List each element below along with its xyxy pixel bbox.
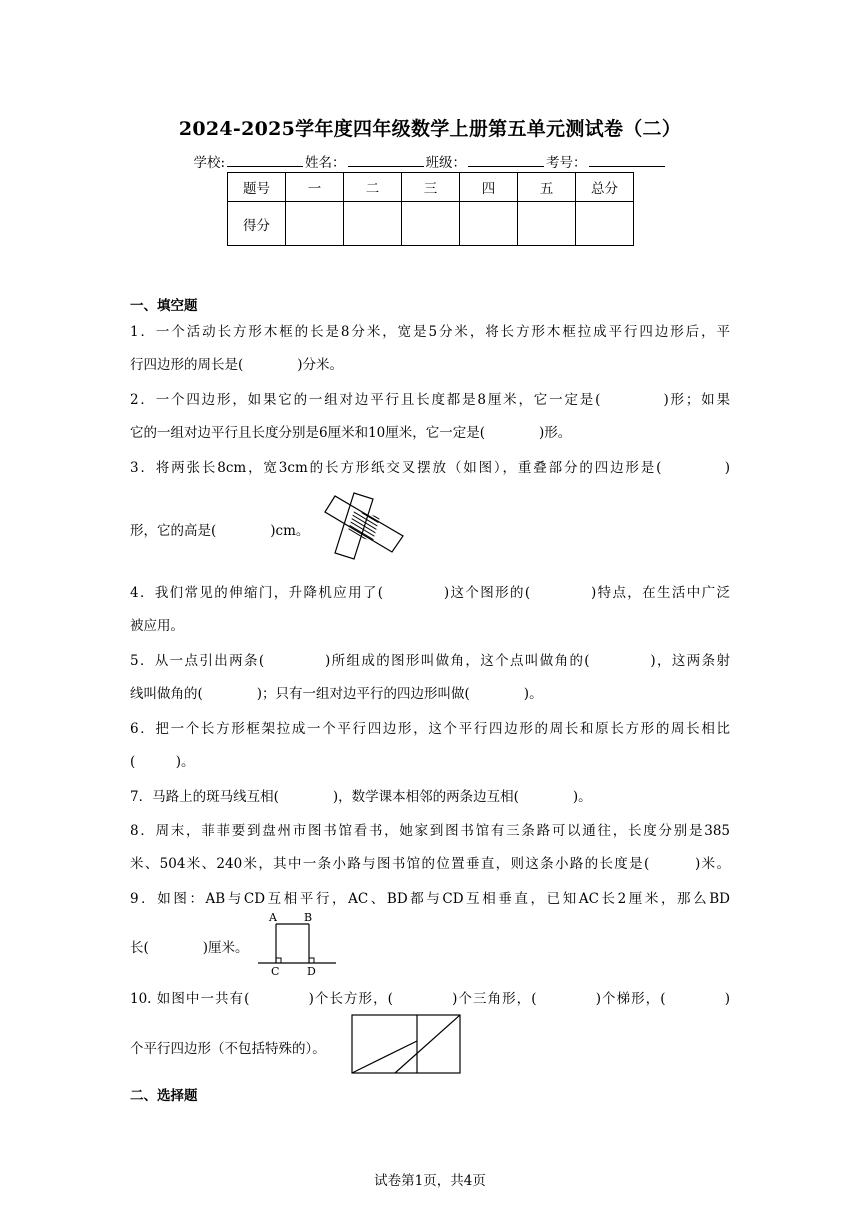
question-8-line-1: 8．周末，菲菲要到盘州市图书馆看书，她家到图书馆有三条路可以通往，长度分别是385 [130,823,730,839]
school-blank [227,154,303,167]
question-4-line-1: 4．我们常见的伸缩门，升降机应用了( )这个图形的( )特点，在生活中广泛 [130,585,730,601]
question-9-line-1: 9．如图：AB与CD互相平行，AC、BD都与CD互相垂直，已知AC长2厘米，那么BD [130,891,730,907]
rectangle-strip-2 [335,493,373,559]
score-row-label: 得分 [228,202,286,246]
score-cell [460,202,518,246]
label-b: B [304,911,313,924]
label-c: C [271,965,280,978]
score-cell [402,202,460,246]
question-7-line-1: 7．马路上的斑马线互相( )，数学课本相邻的两条边互相( )。 [130,789,592,805]
question-8-line-2: 米、504米、240米，其中一条小路与图书馆的位置垂直，则这条小路的长度是( )米。 [130,856,730,872]
section-heading-multiple-choice: 二、选择题 [130,1088,198,1104]
rectangle-strip-1 [325,496,403,552]
section-heading-fill-blank: 一、填空题 [130,298,198,314]
score-table-header-cell: 总分 [576,173,634,202]
outer-rectangle [352,1015,460,1073]
score-cell [286,202,344,246]
score-table-header-cell: 三 [402,173,460,202]
score-cell [576,202,634,246]
score-table [227,172,634,246]
question-3-line-1: 3．将两张长8cm，宽3cm的长方形纸交叉摆放（如图），重叠部分的四边形是( ) [130,460,730,476]
exam-no-label: 考号： [546,155,587,171]
exam-no-blank [589,154,665,167]
crossed-rectangles-figure [324,492,404,562]
right-angle-mark-d [309,958,314,963]
score-table-header-cell: 五 [518,173,576,202]
question-5-line-1: 5．从一点引出两条( )所组成的图形叫做角，这个点叫做角的( )，这两条射 [130,653,730,669]
page-footer: 试卷第1页，共4页 [374,1173,486,1189]
score-table-header-row [228,173,634,202]
diagonal-line-1 [352,1041,417,1073]
score-cell [344,202,402,246]
name-label: 姓名： [305,155,346,171]
question-1-line-2: 行四边形的周长是( )分米。 [130,357,344,373]
score-table-score-row [228,202,634,246]
question-10-line-2: 个平行四边形（不包括特殊的）。 [130,1041,326,1057]
school-label: 学校: [193,155,226,171]
score-cell [518,202,576,246]
question-10-line-1: 10. 如图中一共有( )个长方形，( )个三角形，( )个梯形，( ) [130,991,730,1007]
label-a: A [269,911,277,924]
score-table-header-cell: 题号 [228,173,286,202]
score-table-header-cell: 一 [286,173,344,202]
name-blank [348,154,424,167]
page-title: 2024-2025学年度四年级数学上册第五单元测试卷（二） [178,118,682,140]
question-6-line-1: 6．把一个长方形框架拉成一个平行四边形，这个平行四边形的周长和原长方形的周长相比 [130,721,730,737]
question-5-line-2: 线叫做角的( )；只有一组对边平行的四边形叫做( )。 [130,686,543,702]
question-9-line-2: 长( )厘米。 [130,940,249,956]
diagonal-line-2 [395,1015,460,1073]
question-2-line-2: 它的一组对边平行且长度分别是6厘米和10厘米，它一定是( )形。 [130,425,572,441]
question-6-line-2: ( )。 [130,754,195,770]
score-table-header-cell: 二 [344,173,402,202]
class-blank [468,154,544,167]
class-label: 班级： [425,155,467,171]
score-table-header-cell: 四 [460,173,518,202]
label-d: D [307,965,316,978]
question-3-line-2: 形，它的高是( )cm。 [130,523,310,539]
question-4-line-2: 被应用。 [130,618,184,634]
question-1-line-1: 1．一个活动长方形木框的长是8分米，宽是5分米，将长方形木框拉成平行四边形后，平 [130,324,730,340]
rectangle-division-figure [351,1014,463,1076]
right-angle-mark-c [276,958,281,963]
student-info-line [0,151,860,171]
parallel-lines-figure [258,910,338,978]
overlap-hatching [334,492,394,556]
question-2-line-1: 2．一个四边形，如果它的一组对边平行且长度都是8厘米，它一定是( )形；如果 [130,392,730,408]
